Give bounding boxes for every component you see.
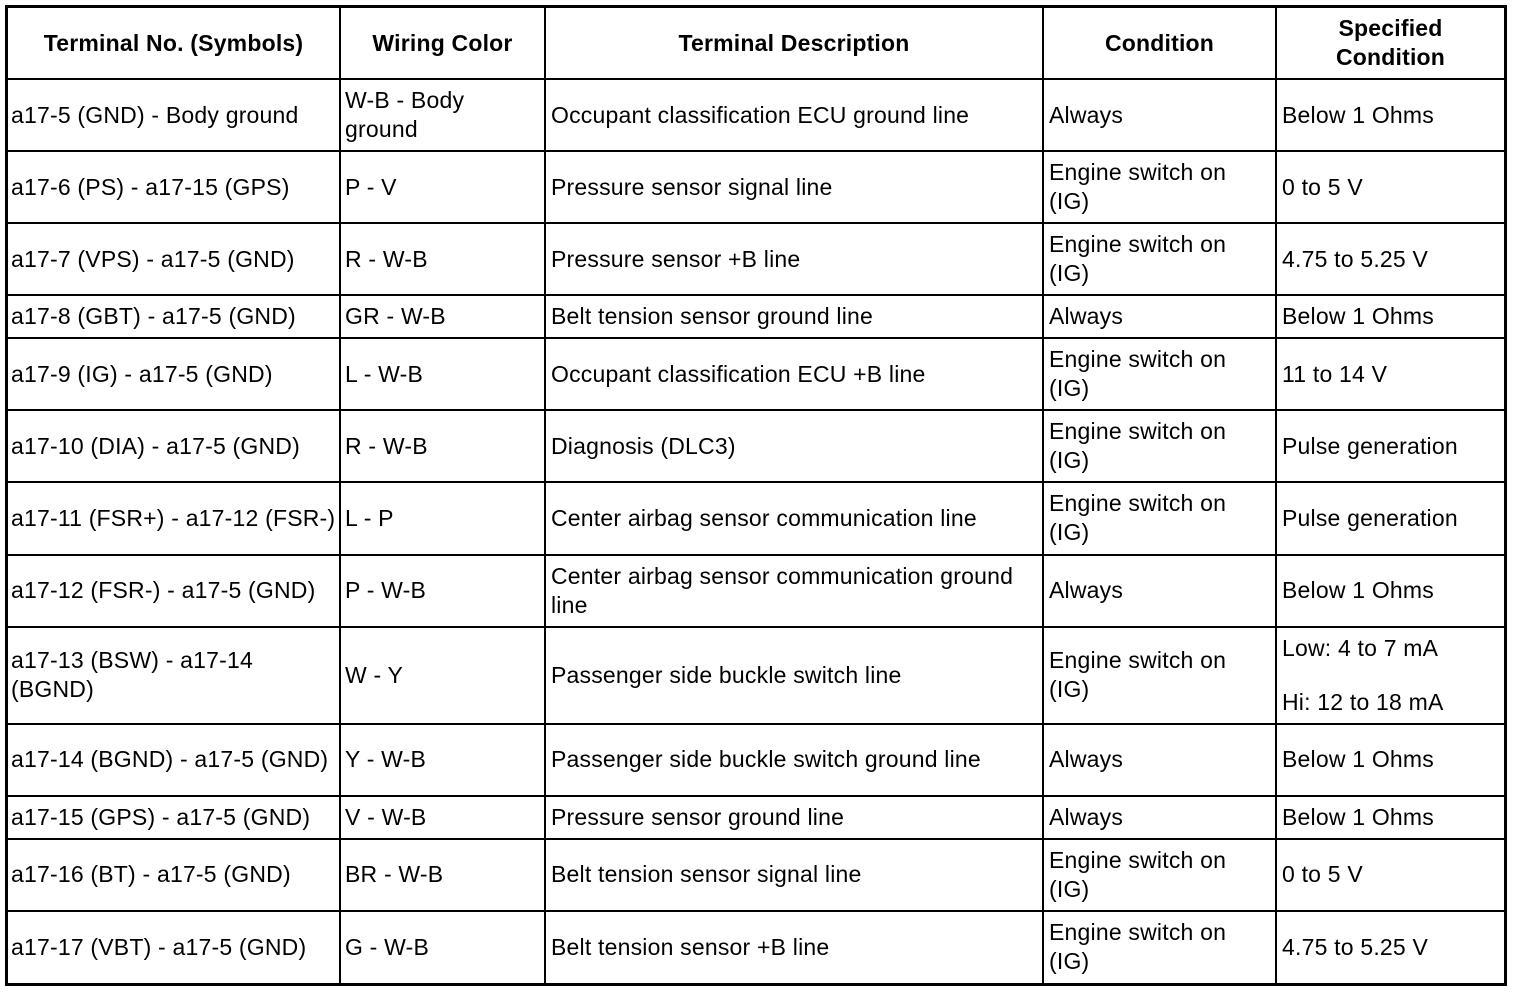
- cell-specified: Below 1 Ohms: [1276, 796, 1504, 839]
- cell-condition: Engine switch on (IG): [1043, 338, 1276, 410]
- cell-condition: Always: [1043, 724, 1276, 796]
- cell-description: Center airbag sensor communication ground line: [545, 555, 1043, 627]
- cell-condition: Engine switch on (IG): [1043, 151, 1276, 223]
- cell-terminal: a17-15 (GPS) - a17-5 (GND): [8, 796, 340, 839]
- cell-description: Occupant classification ECU ground line: [545, 79, 1043, 151]
- header-specified-condition: [1276, 8, 1504, 79]
- table-row: [8, 724, 1504, 796]
- cell-wiring-color: GR - W-B: [340, 295, 545, 338]
- cell-wiring-color: V - W-B: [340, 796, 545, 839]
- cell-specified: Below 1 Ohms: [1276, 295, 1504, 338]
- cell-terminal: a17-9 (IG) - a17-5 (GND): [8, 338, 340, 410]
- cell-condition: Engine switch on (IG): [1043, 911, 1276, 983]
- cell-terminal: a17-7 (VPS) - a17-5 (GND): [8, 223, 340, 295]
- cell-condition: Always: [1043, 796, 1276, 839]
- header-terminal-no: Terminal No. (Symbols): [8, 8, 340, 79]
- cell-wiring-color: W-B - Body ground: [340, 79, 545, 151]
- cell-description: Passenger side buckle switch line: [545, 627, 1043, 724]
- cell-specified-hi: Hi: 12 to 18 mA: [1282, 688, 1444, 715]
- cell-wiring-color: W - Y: [340, 627, 545, 724]
- cell-terminal: a17-16 (BT) - a17-5 (GND): [8, 839, 340, 911]
- header-condition: Condition: [1043, 8, 1276, 79]
- spec-spacer: [1282, 663, 1501, 688]
- cell-specified: [1276, 627, 1504, 724]
- cell-description: Pressure sensor signal line: [545, 151, 1043, 223]
- cell-specified: 11 to 14 V: [1276, 338, 1504, 410]
- cell-terminal: a17-6 (PS) - a17-15 (GPS): [8, 151, 340, 223]
- cell-condition: Always: [1043, 79, 1276, 151]
- cell-terminal: a17-12 (FSR-) - a17-5 (GND): [8, 555, 340, 627]
- cell-condition: Always: [1043, 295, 1276, 338]
- cell-specified: 0 to 5 V: [1276, 839, 1504, 911]
- cell-terminal: a17-14 (BGND) - a17-5 (GND): [8, 724, 340, 796]
- table-row: [8, 627, 1504, 724]
- cell-specified: Below 1 Ohms: [1276, 79, 1504, 151]
- cell-description: Diagnosis (DLC3): [545, 410, 1043, 482]
- table-row: [8, 911, 1504, 983]
- cell-wiring-color: P - V: [340, 151, 545, 223]
- cell-terminal: a17-10 (DIA) - a17-5 (GND): [8, 410, 340, 482]
- cell-wiring-color: BR - W-B: [340, 839, 545, 911]
- table-row: [8, 410, 1504, 482]
- cell-description: Belt tension sensor signal line: [545, 839, 1043, 911]
- table-row: [8, 796, 1504, 839]
- cell-description: Pressure sensor ground line: [545, 796, 1043, 839]
- cell-specified: 0 to 5 V: [1276, 151, 1504, 223]
- cell-condition: Engine switch on (IG): [1043, 410, 1276, 482]
- cell-description: Pressure sensor +B line: [545, 223, 1043, 295]
- cell-wiring-color: G - W-B: [340, 911, 545, 983]
- table-row: [8, 839, 1504, 911]
- header-specified-line2: Condition: [1335, 44, 1446, 70]
- cell-wiring-color: P - W-B: [340, 555, 545, 627]
- cell-wiring-color: R - W-B: [340, 410, 545, 482]
- cell-specified: 4.75 to 5.25 V: [1276, 911, 1504, 983]
- cell-condition: Always: [1043, 555, 1276, 627]
- cell-condition: Engine switch on (IG): [1043, 223, 1276, 295]
- cell-description: Center airbag sensor communication line: [545, 482, 1043, 554]
- terminal-table-frame: [5, 5, 1507, 986]
- table-row: [8, 151, 1504, 223]
- header-specified-line1: Specified: [1338, 15, 1443, 41]
- cell-wiring-color: Y - W-B: [340, 724, 545, 796]
- header-wiring-color: Wiring Color: [340, 8, 545, 79]
- table-row: [8, 482, 1504, 554]
- cell-specified: Below 1 Ohms: [1276, 724, 1504, 796]
- table-row: [8, 338, 1504, 410]
- cell-description: Belt tension sensor +B line: [545, 911, 1043, 983]
- cell-specified: Pulse generation: [1276, 410, 1504, 482]
- cell-condition: Engine switch on (IG): [1043, 627, 1276, 724]
- table-row: [8, 79, 1504, 151]
- cell-terminal: a17-5 (GND) - Body ground: [8, 79, 340, 151]
- cell-terminal: a17-11 (FSR+) - a17-12 (FSR-): [8, 482, 340, 554]
- cell-description: Occupant classification ECU +B line: [545, 338, 1043, 410]
- cell-specified: Pulse generation: [1276, 482, 1504, 554]
- cell-description: Belt tension sensor ground line: [545, 295, 1043, 338]
- cell-wiring-color: L - P: [340, 482, 545, 554]
- table-row: [8, 223, 1504, 295]
- cell-specified-low: Low: 4 to 7 mA: [1282, 634, 1439, 661]
- cell-terminal: a17-13 (BSW) - a17-14 (BGND): [8, 627, 340, 724]
- table-row: [8, 295, 1504, 338]
- cell-terminal: a17-17 (VBT) - a17-5 (GND): [8, 911, 340, 983]
- table-row: [8, 555, 1504, 627]
- cell-wiring-color: L - W-B: [340, 338, 545, 410]
- cell-wiring-color: R - W-B: [340, 223, 545, 295]
- table-header-row: [8, 8, 1504, 79]
- cell-condition: Engine switch on (IG): [1043, 482, 1276, 554]
- cell-description: Passenger side buckle switch ground line: [545, 724, 1043, 796]
- header-terminal-description: Terminal Description: [545, 8, 1043, 79]
- cell-terminal: a17-8 (GBT) - a17-5 (GND): [8, 295, 340, 338]
- terminal-specification-table: [8, 8, 1504, 983]
- cell-specified: Below 1 Ohms: [1276, 555, 1504, 627]
- cell-condition: Engine switch on (IG): [1043, 839, 1276, 911]
- cell-specified: 4.75 to 5.25 V: [1276, 223, 1504, 295]
